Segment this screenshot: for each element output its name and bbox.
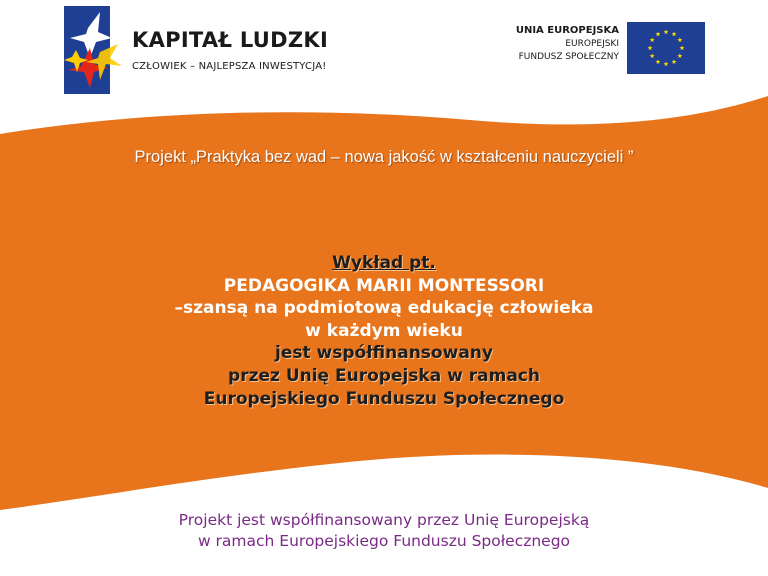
kapital-ludzki-logo [60,6,330,98]
lecture-topic-line-2: –szansą na podmiotową edukację człowieka [174,298,594,319]
footer-line-1: Projekt jest współfinansowany przez Unię Europejską [178,511,590,529]
kapital-ludzki-star-icon [60,6,130,98]
cofinancing-line-2: przez Unię Europejska w ramach [228,365,540,386]
eu-union-label: UNIA EUROPEJSKA [515,25,619,36]
project-title: Projekt „Praktyka bez wad – nowa jakość w kształceniu nauczycieli ” [134,148,634,166]
lecture-text-block [0,252,768,410]
eu-fund-label-2: FUNDUSZ SPOŁECZNY [518,52,619,62]
footer-line-2: w ramach Europejskiego Funduszu Społecznego [197,532,571,550]
eu-flag-icon [627,22,705,74]
kapital-ludzki-title: KAPITAŁ LUDZKI [132,28,329,52]
lecture-topic: PEDAGOGIKA MARII MONTESSORI [223,275,545,296]
kapital-ludzki-subtitle: CZŁOWIEK – NAJLEPSZA INWESTYCJA! [132,61,327,72]
cofinancing-line-1: jest współfinansowany [275,343,493,364]
cofinancing-line-3: Europejskiego Funduszu Społecznego [203,388,565,409]
footer-note [0,510,768,552]
eu-fund-label-1: EUROPEJSKI [565,39,619,49]
lecture-heading: Wykład pt. [332,253,436,273]
eu-logo-block [490,22,705,78]
lecture-topic-line-3: w każdym wieku [305,320,463,341]
eu-text [516,24,619,64]
